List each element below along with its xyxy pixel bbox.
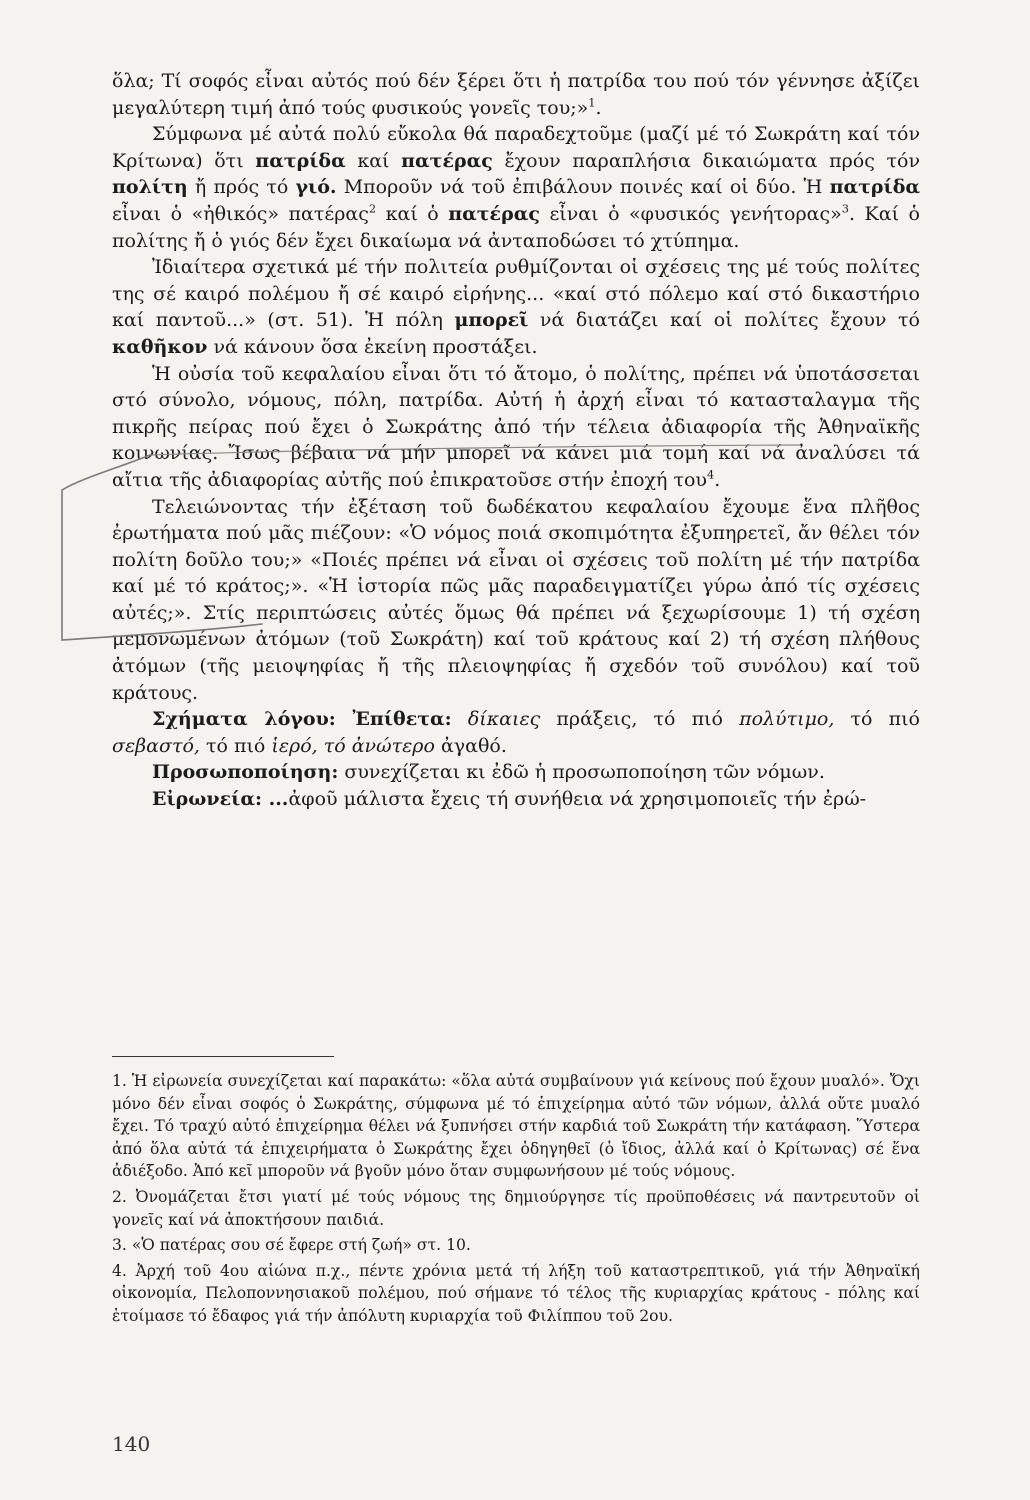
paragraph-7: Προσωποποίηση: συνεχίζεται κι ἐδῶ ἡ προσωποποίηση τῶν νόμων. — [152, 761, 825, 784]
page-number: 140 — [112, 1432, 151, 1456]
paragraph-6: Σχήματα λόγου: Ἐπίθετα: δίκαιες πράξεις, τό πιό πολύτιμο, τό πιό σεβαστό, τό πιό ἱερό, τό ἀνώτερο ἀγαθό. — [112, 708, 920, 757]
footnote-2: 2. Ὀνομάζεται ἔτσι γιατί μέ τούς νόμους της δημιούργησε τίς προϋποθέσεις νά παντρευτοῦν οἱ γονεῖς καί νά ἀποκτήσουν παιδιά. — [112, 1187, 920, 1229]
paragraph-3: Ἰδιαίτερα σχετικά μέ τήν πολιτεία ρυθμίζονται οἱ σχέσεις της μέ τούς πολίτες της σέ καιρό πολέμου ἤ σέ καιρό εἰρήνης... «καί στό πόλεμο καί στό δικαστήριο καί παντοῦ...» (στ. 51). Ἡ πόλη μπορεῖ νά διατάζει καί οἱ πολίτες ἔχουν τό καθῆκον νά κάνουν ὅσα ἐκείνη προστάξει. — [112, 256, 920, 358]
footnote-divider — [112, 1056, 334, 1057]
paragraph-1: ὅλα; Τί σοφός εἶναι αὐτός πού δέν ξέρει ὅτι ἡ πατρίδα του πού τόν γέννησε ἀξίζει μεγαλύτερη τιμή ἀπό τούς φυσικούς γονεῖς του;»$^1$. — [112, 70, 920, 119]
paragraph-4: Ἡ οὐσία τοῦ κεφαλαίου εἶναι ὅτι τό ἄτομο, ὁ πολίτης, πρέπει νά ὑποτάσσεται στό σύνολο, νόμους, πόλη, πατρίδα. Αὐτή ἡ ἀρχή εἶναι τό κατασταλαγμα τῆς πικρῆς πείρας πού ἔχει ὁ Σωκράτης ἀπό τήν τέλεια ἀδιαφορία τῆς Ἀθηναϊκῆς κοινωνίας. Ἴσως βέβαια νά μήν μπορεῖ νά κάνει μιά τομή καί νά ἀναλύσει τά αἴτια τῆς ἀδιαφορίας αὐτῆς πού ἐπικρατοῦσε στήν ἐποχή του$^4$. — [112, 362, 920, 491]
footnotes — [112, 1070, 920, 1331]
paragraph-2: Σύμφωνα μέ αὐτά πολύ εὔκολα θά παραδεχτοῦμε (μαζί μέ τό Σωκράτη καί τόν Κρίτωνα) ὅτι πατρίδα καί πατέρας ἔχουν παραπλήσια δικαιώματα πρός τόν πολίτη ἤ πρός τό γιό. Μποροῦν νά τοῦ ἐπιβάλουν ποινές καί οἱ δύο. Ἡ πατρίδα εἶναι ὁ «ἠθικός» πατέρας$^2$ καί ὁ πατέρας εἶναι ὁ «φυσικός γενήτορας»$^3$. Καί ὁ πολίτης ἤ ὁ γιός δέν ἔχει δικαίωμα νά ἀνταποδώσει τό χτύπημα. — [112, 123, 921, 252]
main-text — [112, 68, 920, 813]
footnote-1: 1. Ἡ εἰρωνεία συνεχίζεται καί παρακάτω: «ὅλα αὐτά συμβαίνουν γιά κείνους πού ἔχουν μυαλό». Ὄχι μόνο δέν εἶναι σοφός ὁ Σωκράτης, σύμφωνα μέ τό ἐπιχείρημα αὐτό τῶν νόμων, ἀλλά οὔτε μυαλό ἔχει. Τό τραχύ αὐτό ἐπιχείρημα θέλει νά ξυπνήσει στήν καρδιά τοῦ Σωκράτη τήν κατάφαση. Ὕστερα ἀπό ὅλα αὐτά τά ἐπιχειρήματα ὁ Σωκράτης ἔχει ὁδηγηθεῖ (ὁ ἴδιος, ἀλλά καί ὁ Κρίτωνας) σέ ἕνα ἀδιέξοδο. Ἀπό κεῖ μποροῦν νά βγοῦν μόνο ὅταν συμφωνήσουν μέ τούς νόμους. — [112, 1072, 920, 1181]
footnote-3: 3. «Ὁ πατέρας σου σέ ἔφερε στή ζωή» στ. 10. — [112, 1236, 471, 1255]
paragraph-8: Εἰρωνεία: ...ἀφοῦ μάλιστα ἔχεις τή συνήθεια νά χρησιμοποιεῖς τήν ἐρώ- — [152, 788, 867, 811]
paragraph-5: Τελειώνοντας τήν ἐξέταση τοῦ δωδέκατου κεφαλαίου ἔχουμε ἕνα πλῆθος ἐρωτήματα πού μᾶς πιέζουν: «Ὁ νόμος ποιά σκοπιμότητα ἐξυπηρετεῖ, ἄν θέλει τόν πολίτη δοῦλο του;» «Ποιές πρέπει νά εἶναι οἱ σχέσεις τοῦ πολίτη μέ τήν πατρίδα καί μέ τό κράτος;». «Ἡ ἱστορία πῶς μᾶς παραδειγματίζει γύρω ἀπό τίς σχέσεις αὐτές;». Στίς περιπτώσεις αὐτές ὅμως θά πρέπει νά ξεχωρίσουμε 1) τή σχέση μεμονωμένων ἀτόμων (τοῦ Σωκράτη) καί τοῦ κράτους καί 2) τή σχέση πλήθους ἀτόμων (τῆς μειοψηφίας ἤ τῆς πλειοψηφίας ἤ σχεδόν τοῦ συνόλου) καί τοῦ κράτους. — [112, 495, 920, 704]
footnote-4: 4. Ἀρχή τοῦ 4ου αἰώνα π.χ., πέντε χρόνια μετά τή λήξη τοῦ καταστρεπτικοῦ, γιά τήν Ἀθηναϊκή οἰκονομία, Πελοποννησιακοῦ πολέμου, πού σήμανε τό τέλος τῆς κυριαρχίας κράτους - πόλης καί ἑτοίμασε τό ἔδαφος γιά τήν ἀπόλυτη κυριαρχία τοῦ Φιλίππου τοῦ 2ου. — [112, 1261, 920, 1325]
